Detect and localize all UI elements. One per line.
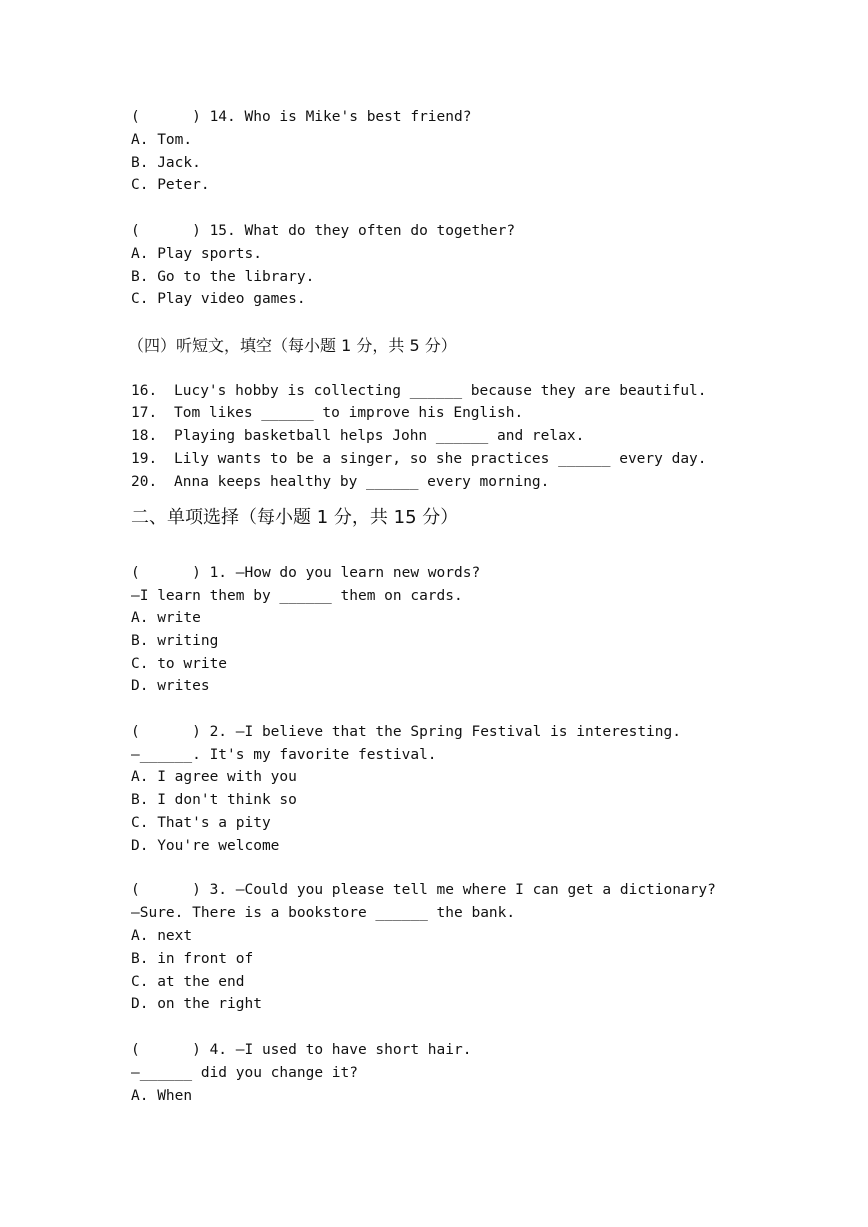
fill-in-item xyxy=(131,381,707,401)
option-b: B. writing xyxy=(131,633,219,649)
question-stem: ( ) 4. —I used to have short hair. xyxy=(131,1042,472,1058)
option-b: B. Jack. xyxy=(131,155,201,171)
option-c: C. to write xyxy=(131,656,228,672)
item-number: 17. xyxy=(131,405,158,421)
fill-in-item xyxy=(131,403,523,423)
option-d: D. You're welcome xyxy=(131,838,280,854)
option-b: B. in front of xyxy=(131,951,254,967)
item-number: 18. xyxy=(131,428,158,444)
item-text: Lily wants to be a singer, so she practices ______ every day. xyxy=(174,451,707,467)
item-number: 16. xyxy=(131,383,158,399)
fill-in-item xyxy=(131,426,584,446)
option-a: A. Play sports. xyxy=(131,246,262,262)
question-stem: ( ) 15. What do they often do together? xyxy=(131,223,516,239)
part-two-title: 二、单项选择（每小题 1 分，共 15 分） xyxy=(131,507,459,528)
item-text: Anna keeps healthy by ______ every morning. xyxy=(174,474,550,490)
question-stem: ( ) 1. —How do you learn new words? xyxy=(131,565,481,581)
item-text: Lucy's hobby is collecting ______ because they are beautiful. xyxy=(174,383,707,399)
option-c: C. That's a pity xyxy=(131,815,271,831)
item-number: 19. xyxy=(131,451,158,467)
question-stem: ( ) 14. Who is Mike's best friend? xyxy=(131,109,472,125)
question-reply: —Sure. There is a bookstore ______ the bank. xyxy=(131,905,516,921)
option-a: A. Tom. xyxy=(131,132,193,148)
option-a: A. When xyxy=(131,1088,193,1104)
option-d: D. writes xyxy=(131,678,210,694)
option-c: C. Play video games. xyxy=(131,291,306,307)
fill-in-item xyxy=(131,472,549,492)
option-b: B. Go to the library. xyxy=(131,269,315,285)
section-four-title: （四）听短文，填空（每小题 1 分，共 5 分） xyxy=(128,336,457,355)
item-text: Tom likes ______ to improve his English. xyxy=(174,405,524,421)
question-reply: —I learn them by ______ them on cards. xyxy=(131,588,463,604)
item-number: 20. xyxy=(131,474,158,490)
question-reply: —______. It's my favorite festival. xyxy=(131,747,437,763)
option-b: B. I don't think so xyxy=(131,792,297,808)
question-reply: —______ did you change it? xyxy=(131,1065,358,1081)
option-c: C. Peter. xyxy=(131,177,210,193)
option-d: D. on the right xyxy=(131,996,262,1012)
fill-in-item xyxy=(131,449,707,469)
question-stem: ( ) 3. —Could you please tell me where I can get a dictionary? xyxy=(131,882,716,898)
item-text: Playing basketball helps John ______ and relax. xyxy=(174,428,585,444)
question-stem: ( ) 2. —I believe that the Spring Festival is interesting. xyxy=(131,724,681,740)
option-a: A. I agree with you xyxy=(131,769,297,785)
option-c: C. at the end xyxy=(131,974,245,990)
option-a: A. write xyxy=(131,610,201,626)
option-a: A. next xyxy=(131,928,193,944)
